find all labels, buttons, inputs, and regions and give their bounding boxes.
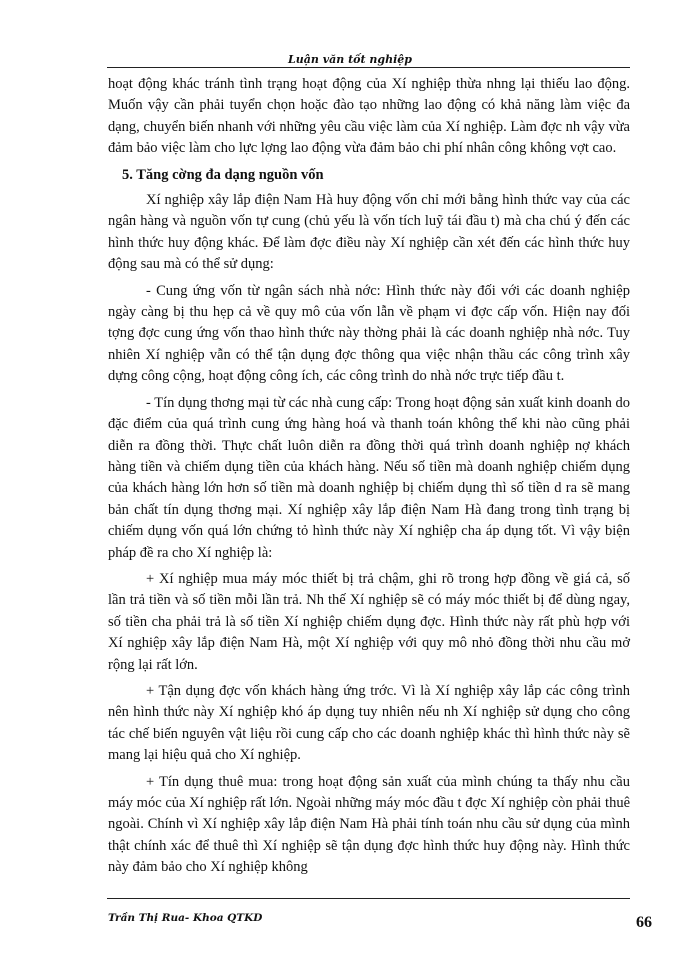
footer-divider [107,898,630,899]
paragraph: - Cung ứng vốn từ ngân sách nhà nớc: Hình thức này đối với các doanh nghiệp ngày càng bị thu hẹp cả về quy mô của vốn lẫn về phạm vi đợc cấp vốn. Hiện nay đối tợng đợc cung ứng vốn thao hình thức này thờng phải là các doanh nghiệp nhà nớc. Tuy nhiên Xí nghiệp vẫn có thể tận dụng đợc thông qua việc nhận thầu các công trình xây dựng công cộng, hoạt động công ích, các công trình do nhà nớc trực tiếp đầu t. [108,282,630,385]
paragraph: + Tín dụng thuê mua: trong hoạt động sản xuất của mình chúng ta thấy nhu cầu máy móc của Xí nghiệp rất lớn. Ngoài những máy móc đầu t đợc Xí nghiệp còn phải thuê ngoài. Chính vì Xí nghiệp xây lắp điện Nam Hà phải tính toán nhu cầu sử dụng của mình thật chính xác để thuê thì Xí nghiệp sẽ tận dụng đợc hình thức huy động này. Hình thức này đảm bảo cho Xí nghiệp không [108,773,630,876]
paragraph: Xí nghiệp xây lắp điện Nam Hà huy động vốn chỉ mới bằng hình thức vay của các ngân hàng và nguồn vốn tự cung (chủ yếu là vốn tích luỹ tái đầu t) mà cha chú ý đến các hình thức huy động khác. Để làm đợc điều này Xí nghiệp cần xét đến các hình thức huy động sau mà có thể sử dụng: [108,192,630,273]
running-header: Luận văn tốt nghiệp [288,53,412,66]
paragraph: + Xí nghiệp mua máy móc thiết bị trả chậm, ghi rõ trong hợp đồng về giá cả, số lần trả tiền và số tiền mỗi lần trả. Nh thế Xí nghiệp sẽ có máy móc thiết bị để dùng ngay, số tiền cha phải trả là số tiền Xí nghiệp chiếm dụng đợc. Hình thức này rất phù hợp với Xí nghiệp xây lắp điện Nam Hà, một Xí nghiệp với quy mô nhỏ đồng thời nhu cầu mở rộng lại rất lớn. [108,570,630,673]
paragraph: + Tận dụng đợc vốn khách hàng ứng trớc. Vì là Xí nghiệp xây lắp các công trình nên hình thức này Xí nghiệp khó áp dụng tuy nhiên nếu nh Xí nghiệp sử dụng cho công tác chế biến nguyên vật liệu rồi cung cấp cho các doanh nghiệp khác thì hình thức này sẽ mang lại hiệu quả cho Xí nghiệp. [108,682,630,764]
header-divider [107,67,630,68]
document-body [108,74,630,884]
paragraph: - Tín dụng thơng mại từ các nhà cung cấp: Trong hoạt động sản xuất kinh doanh do đặc điểm của quá trình cung ứng hàng hoá và thanh toán không thể khi nào cũng phải diễn ra đồng thời. Thực chất luôn diễn ra đồng thời quá trình doanh nghiệp nợ khách hàng tiền và chiếm dụng tiền của khách hàng. Nếu số tiền mà doanh nghiệp chiếm dụng của khách hàng lớn hơn số tiền mà doanh nghiệp bị chiếm dụng thì số tiền d ra sẽ mang bản chất tín dụng thơng mại. Xí nghiệp xây lắp điện Nam Hà đang trong tình trạng bị chiếm dụng vốn quá lớn chứng tỏ hình thức này Xí nghiệp cha áp dụng tốt. Vì vậy biện pháp đề ra cho Xí nghiệp là: [108,394,630,561]
section-heading: 5. Tăng cờng đa dạng nguồn vốn [122,166,324,183]
footer-author: Trần Thị Rua- Khoa QTKD [108,912,263,924]
page-number: 66 [636,914,652,931]
paragraph-continued: hoạt động khác tránh tình trạng hoạt động của Xí nghiệp thừa nhng lại thiếu lao động. Muốn vậy cần phải tuyển chọn hoặc đào tạo những lao động có khả năng làm việc đa dạng, chuyển biến nhanh với những yêu cầu việc làm của Xí nghiệp. Làm đợc nh vậy vừa đảm bảo việc làm cho lực lợng lao động vừa đảm bảo chi phí nhân công không vợt cao. [108,76,630,157]
